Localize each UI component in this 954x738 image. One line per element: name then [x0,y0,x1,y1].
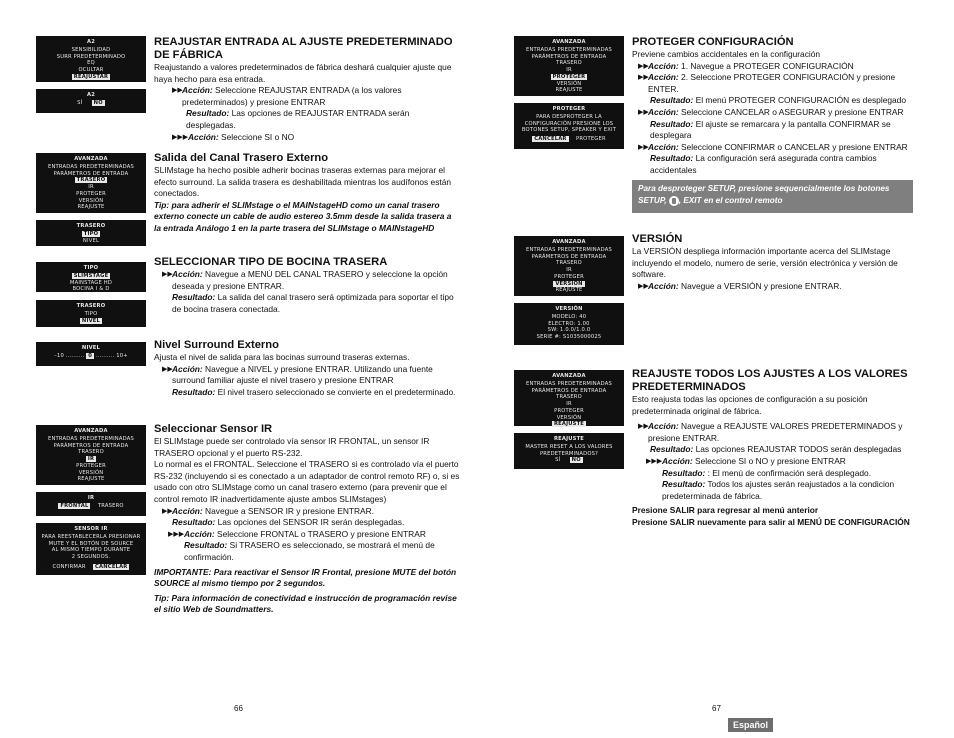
lcd-tipo: TIPO SLIMSTAGE MAINSTAGE HD BOCINA I & D [36,262,146,292]
double-arrow-icon: ▶▶ [638,423,649,431]
double-arrow-icon: ▶▶ [638,143,649,151]
page-number-left: 66 [234,704,243,713]
lcd-ir: IR FRONTAL TRASERO [36,492,146,516]
section-proteger: PROTEGER CONFIGURACIÓN Previene cambios accidentales en la configuración ▶▶ Acción: 1. Navegue a PROTEGER CONFIGURACIÓN ▶▶ Acción: 2. Seleccione PROTEGER CONFIGURACIÓN y presione ENTER. Resultado: El menú PROTEGER CONFIGURACIÓN es desplegado ▶▶ Acción: Seleccione CANCELAR o ASEGURAR y presione ENTRAR Resultado: El ajuste se remarcara y la pantalla CONFIRMAR se desplegara ▶▶ Acción: Seleccione CONFIRMAR o CANCELAR y presione ENTRAR Resultado: La configuración será asegurada contra cambios accidentales [632,36,922,177]
lcd-version: VERSIÓN MODELO: 40 ELECTRO: 1.00 SW: 1.0.0/1.0.0 SERIE #: S1035000025 [514,303,624,345]
note-desproteger: Para desproteger SETUP, presione sequencialmente los botones SETUP, , EXIT en el control remoto [632,180,913,213]
page-number-right: 67 [712,704,721,713]
section-canal-trasero: Salida del Canal Trasero Externo SLIMstage ha hecho posible adherir bocinas traseras externas para mejorar el efecto surround. La salida trasera es deshabilitada mientras los audífonos están conectados. Tip: para adherir el SLIMstage o el MAINstageHD como un canal trasero externo conecte un cable de audio estereo 3.5mm desde la salida trasera a la entrada Análogo 1 en la parte trasera del SLIMstage o MAINstageHD [154,152,460,235]
section-nivel-surround: Nivel Surround Externo Ajusta el nivel de salida para las bocinas surround traseras externas. ▶▶ Acción: Navegue a NIVEL y presione ENTRAR. Utilizando una fuente surround familiar ajuste el nivel trasero y presione ENTRAR Resultado: El nivel trasero seleccionado se convierte en el predeterminado. [154,339,460,398]
section-sensor-ir: Seleccionar Sensor IR El SLIMstage puede ser controlado vía sensor IR FRONTAL, un sensor IR TRASERO opcional y el puerto RS-232. Lo normal es el FRONTAL. Seleccione el TRASERO si es controlado vía el puerto RS-232 (incluyendo si es conectado a un adaptador de control remoto RF) o, si es usado con otro SLIMstage como un canal trasero externo (para prevenir que el control remoto IR inadvertidamente ajuste ambos SLIMstages) ▶▶ Acción: Navegue a SENSOR IR y presione ENTRAR. Resultado: Las opciones del SENSOR IR serán desplegadas. ▶▶▶ Acción: Seleccione FRONTAL o TRASERO y presione ENTRAR Resultado: Si TRASERO es seleccionado, se mostrará el menú de confirmación. IMPORTANTE: Para reactivar el Sensor IR Frontal, presione MUTE del botón SOURCE al mismo tiempo por 2 segundos. Tip: Para información de conectividad e instrucción de programación revise el sitio Web de Soundmatters. [154,423,460,615]
double-arrow-icon: ▶▶ [162,271,173,278]
lcd-avanzada-version: AVANZADA ENTRADAS PREDETERMINADAS PARÁMETROS DE ENTRADA TRASERO IR PROTEGER VERSIÓN REAJUSTE [514,236,624,296]
lcd-trasero-nivel: TRASERO TIPO NIVEL [36,300,146,327]
lcd-a2-reajustar: A2 SENSIBILIDAD SURR PREDETERMINADO EQ OCULTAR REAJUSTAR [36,36,146,82]
double-arrow-icon: ▶▶ [638,108,649,116]
triple-arrow-icon: ▶▶▶ [646,457,663,465]
heading-sensor-ir: Seleccionar Sensor IR [154,423,273,435]
triple-arrow-icon: ▶▶▶ [168,530,185,538]
double-arrow-icon: ▶▶ [162,507,173,515]
lcd-trasero-tipo: TRASERO TIPO NIVEL [36,220,146,246]
lcd-a2-si-no: A2 SÍ NO [36,89,146,113]
lcd-reajuste: REAJUSTE MASTER RESET A LOS VALORES PREDETERMINADOS? SÍ NO [514,433,624,469]
heading-canal-trasero: Salida del Canal Trasero Externo [154,152,329,164]
heading-reajuste-todos: REAJUSTE TODOS LOS AJUSTES A LOS VALORES PREDETERMINADOS [632,368,908,393]
section-reajuste-todos: REAJUSTE TODOS LOS AJUSTES A LOS VALORES PREDETERMINADOS Esto reajusta todas las opciones de configuración a su posición predeterminada original de fábrica. ▶▶ Acción: Navegue a REAJUSTE VALORES PREDETERMINADOS y presione ENTRAR. Resultado: Las opciones REAJUSTAR TODOS serán desplegadas ▶▶▶ Acción: Seleccione SI o NO y presione ENTRAR Resultado: : El menú de confirmación será desplegado. Resultado: Todos los ajustes serán reajustados a la condicion predeterminada de fábrica. Presione SALIR para regresar al menú anterior Presione SALIR nuevamente para salir al MENÚ DE CONFIGURACIÓN [632,368,922,529]
double-arrow-icon: ▶▶ [172,87,183,95]
triple-arrow-icon: ▶▶▶ [172,133,189,141]
lcd-avanzada-ir: AVANZADA ENTRADAS PREDETERMINADAS PARÁMETROS DE ENTRADA TRASERO IR PROTEGER VERSIÓN REAJUSTE [36,425,146,485]
section-reajustar-entrada: REAJUSTAR ENTRADA AL AJUSTE PREDETERMINADO DE FÁBRICA Reajustando a valores predeterminados de fábrica deshará cualquier ajuste que haya hecho para esa entrada. ▶▶ Acción: Seleccione REAJUSTAR ENTRADA (a los valores predeterminados) y presione ENTRAR Resultado: Las opciones de REAJUSTAR ENTRADA serán desplegadas. ▶▶▶ Acción: Seleccione SI o NO [154,36,460,143]
lcd-sensor-ir: SENSOR IR PARA REESTABLECERLA PRESIONAR MUTE Y EL BOTÓN DE SOURCE AL MISMO TIEMPO DURANTE 2 SEGUNDOS. CONFIRMAR CANCELAR [36,523,146,575]
heading-reajustar-entrada: REAJUSTAR ENTRADA AL AJUSTE PREDETERMINADO DE FÁBRICA [154,36,453,61]
lcd-avanzada-trasero: AVANZADA ENTRADAS PREDETERMINADAS PARÁMETROS DE ENTRADA TRASERO IR PROTEGER VERSIÓN REAJUSTE [36,153,146,213]
lcd-proteger: PROTEGER PARA DESPROTEGER LA CONFIGURACIÓN PRESIONE LOS BOTONES SETUP, SPEAKER Y EXIT CANCELAR PROTEGER [514,103,624,149]
lcd-avanzada-reajuste: AVANZADA ENTRADAS PREDETERMINADAS PARÁMETROS DE ENTRADA TRASERO IR PROTEGER VERSIÓN REAJUSTE [514,370,624,426]
double-arrow-icon: ▶▶ [638,74,649,82]
double-arrow-icon: ▶▶ [638,62,649,70]
double-arrow-icon: ▶▶ [162,365,173,373]
lcd-nivel: NIVEL –10 .......... 0 .......... 10+ [36,342,146,366]
heading-tipo-bocina: SELECCIONAR TIPO DE BOCINA TRASERA [154,256,388,268]
speaker-icon [669,196,679,206]
language-tab: Español [728,718,773,732]
lcd-avanzada-proteger: AVANZADA ENTRADAS PREDETERMINADAS PARÁMETROS DE ENTRADA TRASERO IR PROTEGER VERSIÓN REAJUSTE [514,36,624,96]
heading-proteger: PROTEGER CONFIGURACIÓN [632,36,794,48]
heading-nivel-surround: Nivel Surround Externo [154,339,279,351]
heading-version: VERSIÓN [632,233,683,245]
section-version: VERSIÓN La VERSIÓN despliega información importante acerca del SLIMstage incluyendo el modelo, numero de serie, versión electrónica y versión de software. ▶▶ Acción: Navegue a VERSIÓN y presione ENTRAR. [632,233,922,292]
double-arrow-icon: ▶▶ [638,282,649,290]
section-tipo-bocina: SELECCIONAR TIPO DE BOCINA TRASERA ▶▶ Acción: Navegue a MENÚ DEL CANAL TRASERO y seleccione la opción deseada y presione ENTRAR. Resultado: La salida del canal trasero será optimizada para soportar el tipo de bocina trasera conectada. [154,256,460,315]
